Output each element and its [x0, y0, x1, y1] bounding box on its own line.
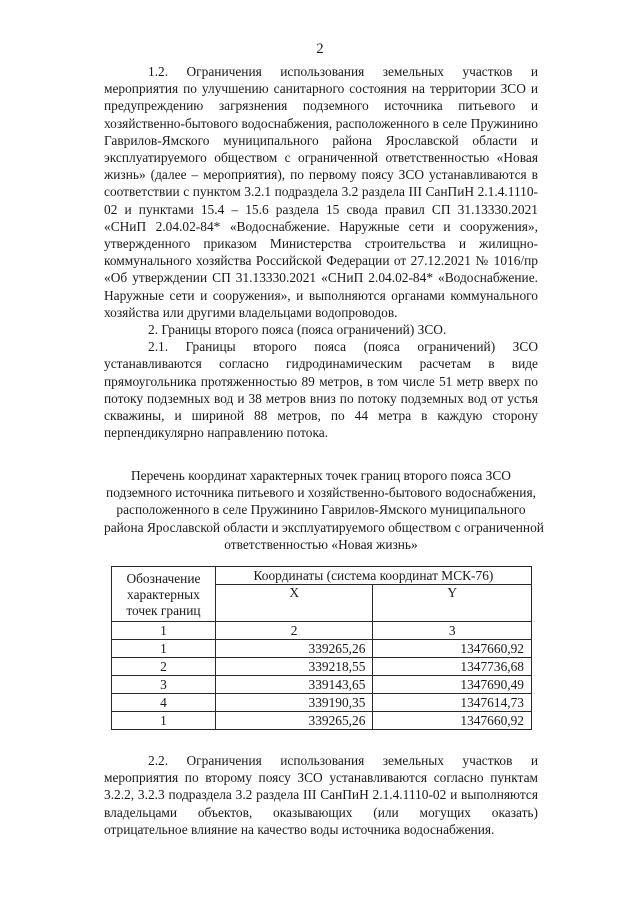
paragraph-1-2 — [104, 63, 538, 321]
line: вод и 38 метров вниз по потоку подземных вод от устья скважины, и — [104, 390, 538, 424]
index-cell: 3 — [373, 622, 532, 640]
point-cell: 4 — [112, 694, 216, 712]
line: согласно гидродинамическим расчетам в виде прямоугольника — [104, 356, 538, 389]
line: на качество воды источника водоснабжения. — [240, 821, 495, 837]
x-cell: 339265,26 — [215, 712, 373, 730]
x-cell: 339190,35 — [215, 694, 373, 712]
line: СП 31.13330.2021 «СНиП 2.04.02-84* «Водоснабжение. Наружные сети — [104, 201, 538, 234]
title-line: подземного источника питьевого и хозяйственно-бытового водоснабжения, — [106, 485, 536, 501]
x-cell: 339143,65 — [215, 676, 373, 694]
line: 1.2. Ограничения использования земельных участков и мероприятия — [104, 64, 538, 97]
line: протяженностью 89 метров, в том числе 51 метр вверх по потоку подземных — [104, 373, 538, 406]
header-y: Y — [373, 585, 532, 622]
line: хозяйственно-бытового водоснабжения, расположенного в селе Пружинино — [104, 115, 538, 131]
line: объектов, оказывающих (или могущих оказать) отрицательное влияние — [104, 804, 539, 837]
header-coordinates: Координаты (система координат МСК-76) — [215, 567, 531, 585]
line: «Водоснабжение. Наружные сети и сооружения», и выполняются органами — [104, 270, 538, 303]
line: по второму поясу ЗСО устанавливаются согласно пунктам 3.2.2, 3.2.3 — [104, 770, 538, 803]
line: шириной 88 метров, по 44 метра в каждую сторону перпендикулярно — [104, 408, 538, 441]
y-cell: 1347736,68 — [373, 658, 532, 676]
paragraph-2-2 — [104, 752, 538, 838]
paragraph-2-1 — [104, 338, 538, 441]
coordinates-table — [111, 566, 532, 730]
line: 2.2. Ограничения использования земельных участков и мероприятия — [104, 753, 538, 786]
lower-text-block — [104, 752, 538, 838]
title-line: ответственностью «Новая жизнь» — [224, 536, 418, 552]
header-point-designation: Обозначение характерных точек границ — [112, 567, 216, 622]
title-line: Перечень координат характерных точек границ второго пояса ЗСО — [131, 468, 511, 483]
line: направлению потока. — [207, 425, 329, 441]
x-cell: 339218,55 — [215, 658, 373, 676]
point-cell: 2 — [112, 658, 216, 676]
x-cell: 339265,26 — [215, 640, 373, 658]
section-2-heading: 2. Границы второго пояса (пояса ограничений) ЗСО. — [148, 322, 447, 338]
y-cell: 1347660,92 — [373, 640, 532, 658]
line: эксплуатируемого обществом с ограниченной ответственностью «Новая — [104, 150, 538, 166]
line: и жилищно-коммунального хозяйства Российской Федерации от 27.12.2021 — [104, 236, 538, 269]
line: в соответствии с пунктом 3.2.1 подраздела 3.2 раздела III СанПиН — [104, 167, 538, 200]
line: коммунального хозяйства или другими владельцами водопроводов. — [104, 287, 538, 320]
main-text-block — [104, 63, 538, 441]
line: № 1016/пр «Об утверждении СП 31.13330.2021 «СНиП 2.04.02-84* — [104, 253, 538, 286]
y-cell: 1347660,92 — [373, 712, 532, 730]
line: Гаврилов-Ямского муниципального района Ярославской области и — [104, 132, 538, 148]
table-row — [112, 676, 532, 694]
title-line: района Ярославской области и эксплуатируемого обществом с ограниченной — [104, 519, 544, 535]
table-row — [112, 658, 532, 676]
table-row — [112, 712, 532, 730]
table-index-row — [112, 622, 532, 640]
y-cell: 1347614,73 — [373, 694, 532, 712]
line: 2.1. Границы второго пояса (пояса ограничений) ЗСО устанавливаются — [104, 339, 538, 372]
table-title — [104, 467, 544, 553]
line: и сооружения», утвержденного приказом Министерства строительства — [104, 218, 538, 252]
line: 2.1.4.1110-02 и пунктами 15.4 – 15.6 раздела 15 свода правил — [104, 184, 538, 217]
point-cell: 3 — [112, 676, 216, 694]
line: жизнь» (далее – мероприятия), по первому поясу ЗСО устанавливаются — [104, 167, 527, 183]
line: подраздела 3.2 раздела III СанПиН 2.1.4.1110-02 и выполняются владельцами — [104, 787, 538, 820]
table-row — [112, 640, 532, 658]
header-x: X — [215, 585, 373, 622]
point-cell: 1 — [112, 712, 216, 730]
page-number: 2 — [316, 41, 324, 57]
index-cell: 1 — [112, 622, 216, 640]
line: предупреждению загрязнения подземного источника питьевого и — [104, 98, 538, 114]
title-line: расположенного в селе Пружинино Гаврилов-Ямского муниципального — [116, 502, 526, 518]
point-cell: 1 — [112, 640, 216, 658]
index-cell: 2 — [215, 622, 373, 640]
y-cell: 1347690,49 — [373, 676, 532, 694]
line: по улучшению санитарного состояния на территории ЗСО и — [183, 81, 538, 97]
table-row — [112, 694, 532, 712]
